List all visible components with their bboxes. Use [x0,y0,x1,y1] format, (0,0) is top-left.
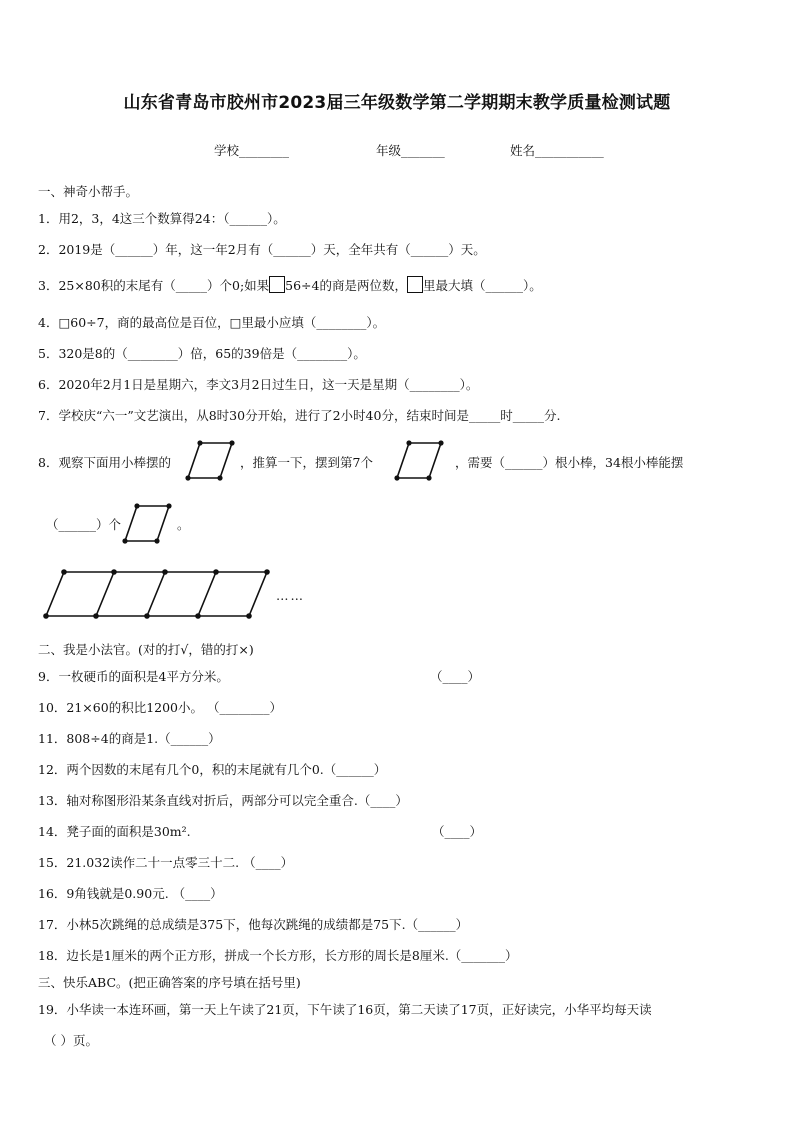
question-10: 10．21×60的积比1200小。 （________） [38,700,282,715]
question-8-part-d: （______）个 [46,517,122,532]
question-16: 16．9角钱就是0.90元. （____） [38,886,223,901]
question-11: 11．808÷4的商是1.（______） [38,731,221,746]
question-18: 18．边长是1厘米的两个正方形，拼成一个长方形，长方形的周长是8厘米.（_______） [38,948,518,963]
question-7: 7．学校庆“六一”文艺演出，从8时30分开始，进行了2小时40分，结束时间是_____时_____分. [38,408,561,423]
question-14-blank[interactable]: （____） [432,824,483,839]
blank-box [407,276,423,293]
question-4: 4．□60÷7，商的最高位是百位，□里最小应填（________）。 [38,315,386,330]
grade-blank[interactable]: _______ [401,143,445,158]
ellipsis: …… [276,588,305,603]
parallelogram-icon [395,441,447,481]
question-8-part-a: 8．观察下面用小棒摆的 [38,455,171,470]
name-field [510,141,604,159]
question-3-part-c: 里最大填（______）。 [423,278,542,293]
question-3-part-a: 3．25×80积的末尾有（_____）个0;如果 [38,278,270,293]
question-3-part-b: 56÷4的商是两位数， [285,278,407,293]
stick-pattern-figure [40,566,280,622]
question-15: 15．21.032读作二十一点零三十二. （____） [38,855,294,870]
blank-box [269,276,285,293]
question-9-blank[interactable]: （____） [430,669,481,684]
parallelogram-icon [123,504,175,544]
question-8-part-c: ，需要（______）根小棒，34根小棒能摆 [455,455,684,470]
question-5: 5．320是8的（________）倍，65的39倍是（________）。 [38,346,366,361]
page-title: 山东省青岛市胶州市2023届三年级数学第二学期期末教学质量检测试题 [123,93,671,113]
question-13: 13．轴对称图形沿某条直线对折后，两部分可以完全重合.（____） [38,793,408,808]
question-6: 6．2020年2月1日是星期六，李文3月2日过生日，这一天是星期（________）。 [38,377,479,392]
question-19: 19．小华读一本连环画，第一天上午读了21页，下午读了16页，第二天读了17页，正好读完，小华平均每天读 [38,1002,652,1017]
school-label: 学校 [214,143,240,158]
section-2-heading: 二、我是小法官。(对的打√，错的打×) [38,642,254,657]
section-1-heading: 一、神奇小帮手。 [38,184,139,199]
parallelogram-icon [186,441,238,481]
school-blank[interactable]: ________ [239,143,290,158]
question-8-part-b: ，推算一下，摆到第7个 [240,455,373,470]
school-field [214,141,289,159]
name-blank[interactable]: ___________ [535,143,604,158]
question-8-part-e: 。 [177,517,190,532]
question-19-answer: （ ）页。 [44,1033,98,1048]
question-2: 2．2019是（______）年，这一年2月有（______）天，全年共有（______）天。 [38,242,486,257]
name-label: 姓名 [510,143,536,158]
section-3-heading: 三、快乐ABC。(把正确答案的序号填在括号里) [38,975,301,990]
question-9: 9．一枚硬币的面积是4平方分米。 [38,669,229,684]
grade-label: 年级 [376,143,402,158]
grade-field [376,141,445,159]
question-14: 14．凳子面的面积是30m². [38,824,191,839]
question-17: 17．小林5次跳绳的总成绩是375下，他每次跳绳的成绩都是75下.（______） [38,917,469,932]
question-1: 1．用2，3，4这三个数算得24：（______）。 [38,211,286,226]
question-12: 12．两个因数的末尾有几个0，积的末尾就有几个0.（______） [38,762,387,777]
question-3 [38,276,542,294]
